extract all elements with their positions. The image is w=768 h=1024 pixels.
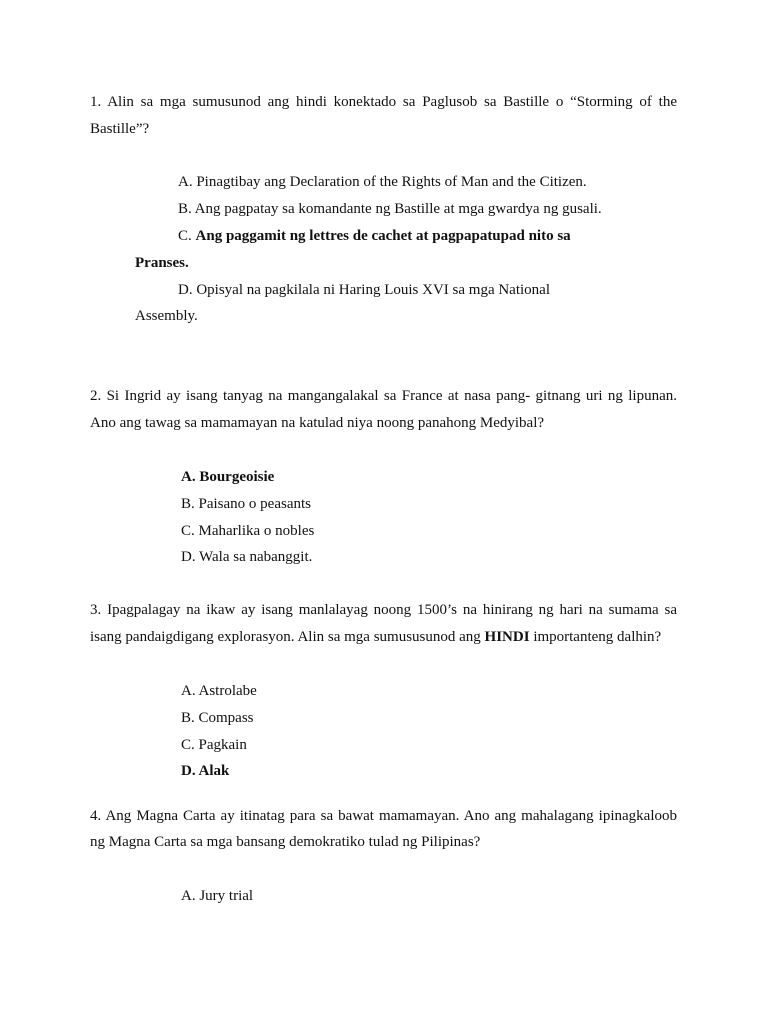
question-4-option-a: A. Jury trial: [181, 888, 254, 904]
question-1-option-d: D. Opisyal na pagkilala ni Haring Louis XVI sa mga National: [178, 282, 550, 298]
question-3-text-line-2: [90, 627, 661, 647]
question-3-line-2-start: isang pandaigdigang explorasyon. Alin sa mga sumususunod ang: [90, 629, 481, 645]
question-2-text-line-2: Ano ang tawag sa mamamayan na katulad niya noong panahong Medyibal?: [90, 415, 545, 431]
question-2-option-c: C. Maharlika o nobles: [181, 523, 315, 539]
option-c-prefix: C.: [178, 228, 192, 244]
question-4-text-line-1: 4. Ang Magna Carta ay itinatag para sa bawat mamamayan. Ano ang mahalagang ipinagkaloob: [90, 808, 677, 824]
question-1-option-c: [178, 226, 571, 246]
question-2-option-b: B. Paisano o peasants: [181, 496, 311, 512]
question-2-option-a: A. Bourgeoisie: [181, 469, 275, 485]
question-1-option-d-continued: Assembly.: [135, 308, 198, 324]
question-3-option-b: B. Compass: [181, 710, 254, 726]
option-c-answer-text: Ang paggamit ng lettres de cachet at pagpapatupad nito sa: [195, 228, 571, 244]
question-3-text-line-1: 3. Ipagpalagay na ikaw ay isang manlalayag noong 1500’s na hinirang ng hari na sumama sa: [90, 602, 677, 618]
question-1-text-line-1: 1. Alin sa mga sumusunod ang hindi konektado sa Paglusob sa Bastille o “Storming of the: [90, 94, 677, 110]
question-2-option-d: D. Wala sa nabanggit.: [181, 549, 313, 565]
question-1-text-line-2: Bastille”?: [90, 121, 150, 137]
question-1-option-a: A. Pinagtibay ang Declaration of the Rights of Man and the Citizen.: [178, 174, 587, 190]
question-3-option-d: D. Alak: [181, 763, 230, 779]
question-1-option-c-continued: Pranses.: [135, 255, 189, 271]
question-3-emphasis: HINDI: [484, 629, 530, 645]
question-2-text-line-1: 2. Si Ingrid ay isang tanyag na mangangalakal sa France at nasa pang- gitnang uri ng lipunan.: [90, 388, 677, 404]
question-1-option-b: B. Ang pagpatay sa komandante ng Bastille at mga gwardya ng gusali.: [178, 201, 602, 217]
question-3-option-c: C. Pagkain: [181, 737, 247, 753]
question-4-text-line-2: ng Magna Carta sa mga bansang demokratiko tulad ng Pilipinas?: [90, 834, 481, 850]
question-3-line-2-end: importanteng dalhin?: [533, 629, 662, 645]
question-3-option-a: A. Astrolabe: [181, 683, 257, 699]
